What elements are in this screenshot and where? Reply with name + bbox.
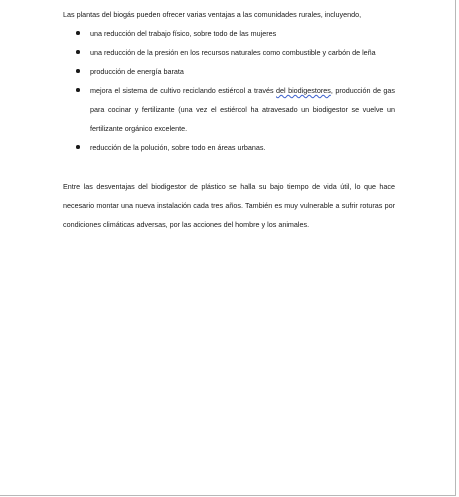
document-body[interactable] xyxy=(63,5,395,234)
advantages-list xyxy=(63,24,395,157)
disadvantages-paragraph: Entre las desventajas del biodigestor de plástico se halla su bajo tiempo de vida útil, lo que hace necesario montar una nueva instalación cada tres años. También es muy vulnerable a sufrir roturas por condiciones climáticas adversas, por las acciones del hombre y los animales. xyxy=(63,182,395,229)
spellcheck-flagged-text[interactable]: del biodigestores xyxy=(276,86,331,95)
list-item: una reducción del trabajo físico, sobre todo de las mujeres xyxy=(63,24,395,43)
list-item: reducción de la polución, sobre todo en áreas urbanas. xyxy=(63,138,395,157)
list-item xyxy=(63,81,395,138)
list-item-text: mejora el sistema de cultivo reciclando estiércol a través xyxy=(90,86,277,95)
intro-paragraph: Las plantas del biogás pueden ofrecer varias ventajas a las comunidades rurales, incluyendo, xyxy=(63,10,362,19)
paragraph-spacer xyxy=(63,157,395,177)
list-item-text: , producción de gas para cocinar y fertilizante (una vez el estiércol ha atravesado un biodigestor se vuelve un fertilizante orgánico excelente. xyxy=(90,86,396,133)
list-item: producción de energía barata xyxy=(63,62,395,81)
list-item: una reducción de la presión en los recursos naturales como combustible y carbón de leña xyxy=(63,43,395,62)
